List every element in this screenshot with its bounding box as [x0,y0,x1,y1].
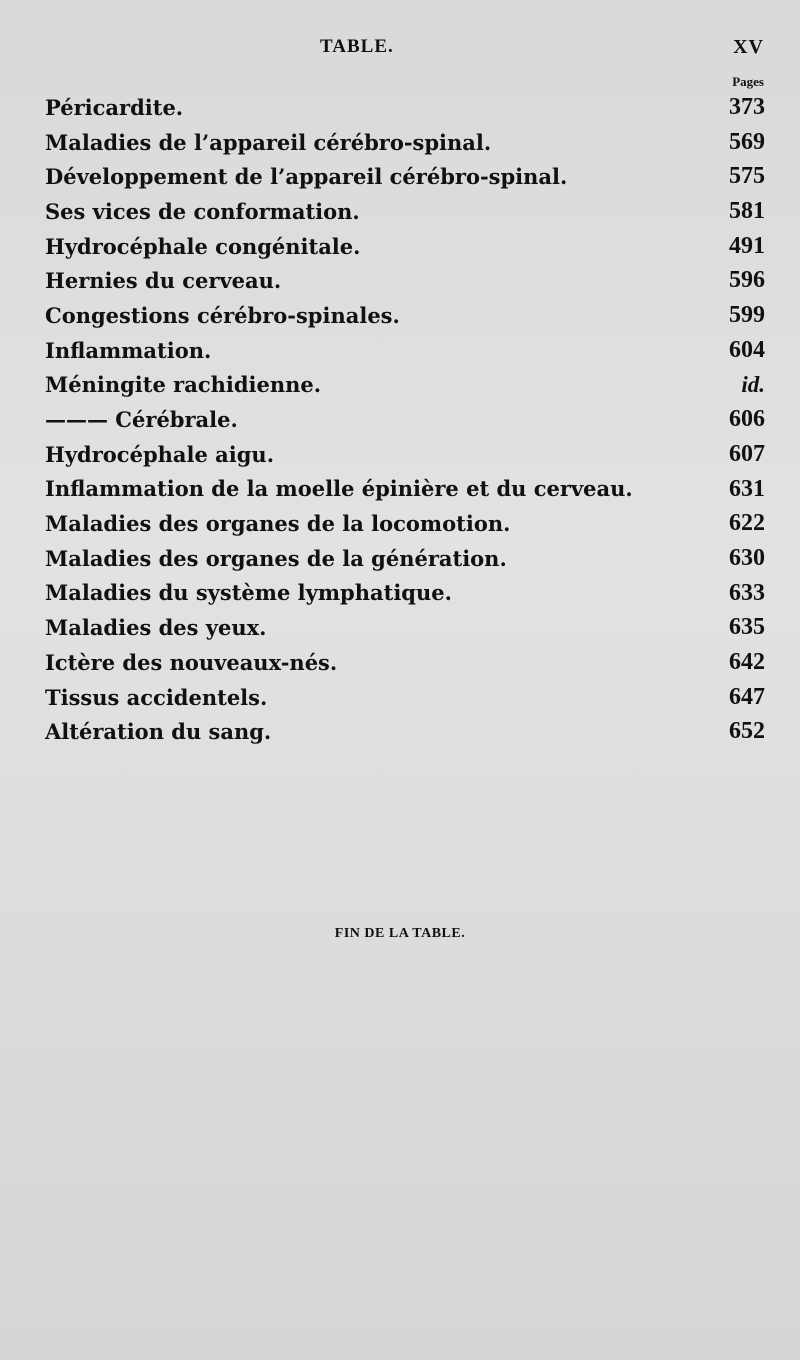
toc-entry [45,610,765,645]
toc-entry [45,263,765,298]
toc-entry-title: Maladies des yeux. [45,615,267,641]
running-title: TABLE. [320,36,394,57]
toc-entry-title: Maladies de l’appareil cérébro-spinal. [45,129,492,155]
toc-entry-page: 596 [729,267,765,294]
toc-entry-page: 635 [729,614,765,641]
table-of-contents [45,90,765,749]
toc-entry [45,90,765,125]
toc-entry-page: 647 [729,683,765,710]
toc-entry [45,368,765,403]
toc-entry-page: 575 [729,163,765,190]
toc-entry [45,402,765,437]
toc-entry-page: 604 [729,336,765,363]
toc-entry-title: ——— Cérébrale. [45,407,238,433]
toc-entry [45,333,765,368]
toc-entry-title: Maladies des organes de la locomotion. [45,511,511,537]
toc-entry [45,576,765,611]
toc-entry [45,159,765,194]
toc-entry-title: Inflammation. [45,337,212,363]
toc-entry [45,506,765,541]
toc-entry [45,194,765,229]
toc-entry-title: Maladies du système lymphatique. [45,580,452,606]
toc-entry-title: Méningite rachidienne. [45,372,322,398]
toc-entry [45,680,765,715]
page-number: XV [733,36,764,58]
toc-entry [45,645,765,680]
pages-column-label: Pages [732,74,764,89]
toc-entry-title: Altération du sang. [45,719,272,745]
toc-entry-page: 606 [729,406,765,433]
toc-entry-title: Inflammation de la moelle épinière et du cerveau. [45,476,633,502]
toc-entry-title: Hydrocéphale congénitale. [45,233,361,259]
toc-entry-page: 622 [729,510,765,537]
toc-entry-title: Ses vices de conformation. [45,198,360,224]
toc-entry-page: 491 [729,232,765,259]
toc-entry-page: 581 [729,198,765,225]
toc-entry [45,714,765,749]
toc-entry-title: Ictère des nouveaux-nés. [45,649,338,675]
toc-entry-page: 569 [729,128,765,155]
toc-entry-title: Tissus accidentels. [45,684,268,710]
toc-entry [45,472,765,507]
page-header [0,36,800,66]
toc-entry-page: 642 [729,649,765,675]
toc-entry-page: 373 [729,94,765,120]
toc-entry-page: id. [741,371,765,397]
end-of-table-mark: FIN DE LA TABLE. [334,926,466,941]
toc-entry [45,229,765,264]
toc-entry-title: Maladies des organes de la génération. [45,545,507,571]
toc-entry-title: Hydrocéphale aigu. [45,441,275,467]
toc-entry-page: 607 [729,440,765,467]
toc-entry [45,125,765,160]
toc-entry-page: 633 [729,579,765,606]
toc-entry [45,541,765,576]
toc-entry-page: 631 [729,475,765,502]
toc-entry [45,437,765,472]
toc-entry-title: Péricardite. [45,94,184,120]
toc-entry [45,298,765,333]
toc-entry-title: Congestions cérébro-spinales. [45,302,400,328]
toc-entry-page: 599 [729,302,765,329]
toc-entry-page: 630 [729,544,765,571]
toc-entry-title: Hernies du cerveau. [45,268,282,294]
toc-entry-title: Développement de l’appareil cérébro-spinal. [45,164,568,190]
toc-entry-page: 652 [729,718,765,745]
